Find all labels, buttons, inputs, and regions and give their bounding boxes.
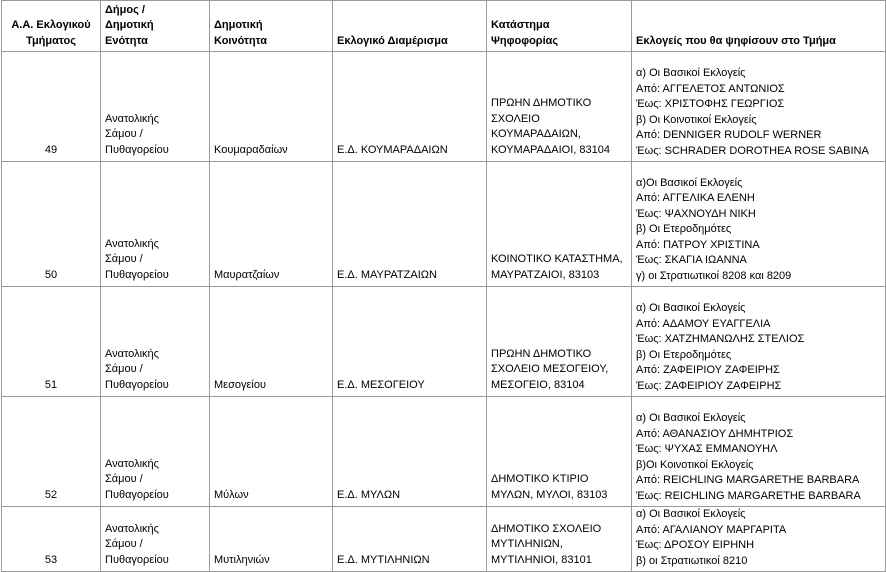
polling-stations-table — [1, 0, 886, 572]
section-number-cell: 51 — [2, 287, 101, 397]
electoral-district-cell: Ε.Δ. ΜΑΥΡΑΤΖΑΙΩΝ — [333, 162, 487, 287]
municipality-cell: Ανατολικής Σάμου / Πυθαγορείου — [101, 287, 210, 397]
header-section-number: Α.Α. Εκλογικού Τμήματος — [2, 1, 101, 52]
electoral-district-cell: Ε.Δ. ΚΟΥΜΑΡΑΔΑΙΩΝ — [333, 52, 487, 162]
section-number-cell: 52 — [2, 397, 101, 507]
municipality-cell: Ανατολικής Σάμου / Πυθαγορείου — [101, 162, 210, 287]
community-cell: Μύλων — [210, 397, 333, 507]
electoral-district-cell: Ε.Δ. ΜΥΤΙΛΗΝΙΩΝ — [333, 507, 487, 572]
header-municipality: Δήμος / Δημοτική Ενότητα — [101, 1, 210, 52]
header-community: Δημοτική Κοινότητα — [210, 1, 333, 52]
header-electoral-district: Εκλογικό Διαμέρισμα — [333, 1, 487, 52]
community-cell: Μεσογείου — [210, 287, 333, 397]
table-row — [2, 507, 886, 572]
section-number-cell: 50 — [2, 162, 101, 287]
table-row — [2, 287, 886, 397]
header-row — [2, 1, 886, 52]
community-cell: Μυτιληνιών — [210, 507, 333, 572]
electoral-district-cell: Ε.Δ. ΜΥΛΩΝ — [333, 397, 487, 507]
table-row — [2, 397, 886, 507]
voters-cell: α) Οι Βασικοί Εκλογείς Από: ΑΔΑΜΟΥ ΕΥΑΓΓΕΛΙΑ Έως: ΧΑΤΖΗΜΑΝΩΛΗΣ ΣΤΕΛΙΟΣ β) Οι Ετεροδημότες Από: ΖΑΦΕΙΡΙΟΥ ΖΑΦΕΙΡΗΣ Έως: ΖΑΦΕΙΡΙΟΥ ΖΑΦΕΙΡΗΣ — [632, 287, 886, 397]
voters-cell: α)Οι Βασικοί Εκλογείς Από: ΑΓΓΕΛΙΚΑ ΕΛΕΝΗ Έως: ΨΑΧΝΟΥΔΗ ΝΙΚΗ β) Οι Ετεροδημότες Από: ΠΑΤΡΟΥ ΧΡΙΣΤΙΝΑ Έως: ΣΚΑΓΙΑ ΙΩΑΝΝΑ γ) οι Στρατιωτικοί 8208 και 8209 — [632, 162, 886, 287]
section-number-cell: 49 — [2, 52, 101, 162]
voters-cell: α) Οι Βασικοί Εκλογείς Από: ΑΘΑΝΑΣΙΟΥ ΔΗΜΗΤΡΙΟΣ Έως: ΨΥΧΑΣ ΕΜΜΑΝΟΥΗΛ β)Οι Κοινοτικοί Εκλογείς Από: REICHLING MARGARETHE BARBARA Έως: REICHLING MARGARETHE BARBARA — [632, 397, 886, 507]
polling-place-cell: ΠΡΩΗΝ ΔΗΜΟΤΙΚΟ ΣΧΟΛΕΙΟ ΜΕΣΟΓΕΙΟΥ, ΜΕΣΟΓΕΙΟ, 83104 — [487, 287, 632, 397]
municipality-cell: Ανατολικής Σάμου / Πυθαγορείου — [101, 52, 210, 162]
community-cell: Μαυρατζαίων — [210, 162, 333, 287]
table-row — [2, 52, 886, 162]
polling-place-cell: ΠΡΩΗΝ ΔΗΜΟΤΙΚΟ ΣΧΟΛΕΙΟ ΚΟΥΜΑΡΑΔΑΙΩΝ, ΚΟΥΜΑΡΑΔΑΙΟΙ, 83104 — [487, 52, 632, 162]
polling-place-cell: ΔΗΜΟΤΙΚΟ ΚΤΙΡΙΟ ΜΥΛΩΝ, ΜΥΛΟΙ, 83103 — [487, 397, 632, 507]
voters-cell: α) Οι Βασικοί Εκλογείς Από: ΑΓΑΛΙΑΝΟΥ ΜΑΡΓΑΡΙΤΑ Έως: ΔΡΟΣΟΥ ΕΙΡΗΝΗ β) οι Στρατιωτικοί 8210 — [632, 507, 886, 572]
municipality-cell: Ανατολικής Σάμου / Πυθαγορείου — [101, 507, 210, 572]
header-voters: Εκλογείς που θα ψηφίσουν στο Τμήμα — [632, 1, 886, 52]
section-number-cell: 53 — [2, 507, 101, 572]
header-polling-place: Κατάστημα Ψηφοφορίας — [487, 1, 632, 52]
polling-place-cell: ΚΟΙΝΟΤΙΚΟ ΚΑΤΑΣΤΗΜΑ, ΜΑΥΡΑΤΖΑΙΟΙ, 83103 — [487, 162, 632, 287]
polling-place-cell: ΔΗΜΟΤΙΚΟ ΣΧΟΛΕΙΟ ΜΥΤΙΛΗΝΙΩΝ, ΜΥΤΙΛΗΝΙΟΙ, 83101 — [487, 507, 632, 572]
table-row — [2, 162, 886, 287]
voters-cell: α) Οι Βασικοί Εκλογείς Από: ΑΓΓΕΛΕΤΟΣ ΑΝΤΩΝΙΟΣ Έως: ΧΡΙΣΤΟΦΗΣ ΓΕΩΡΓΙΟΣ β) Οι Κοινοτικοί Εκλογείς Από: DENNIGER RUDOLF WERNER Έως: SCHRADER DOROTHEA ROSE SABINA — [632, 52, 886, 162]
electoral-district-cell: Ε.Δ. ΜΕΣΟΓΕΙΟΥ — [333, 287, 487, 397]
community-cell: Κουμαραδαίων — [210, 52, 333, 162]
municipality-cell: Ανατολικής Σάμου / Πυθαγορείου — [101, 397, 210, 507]
